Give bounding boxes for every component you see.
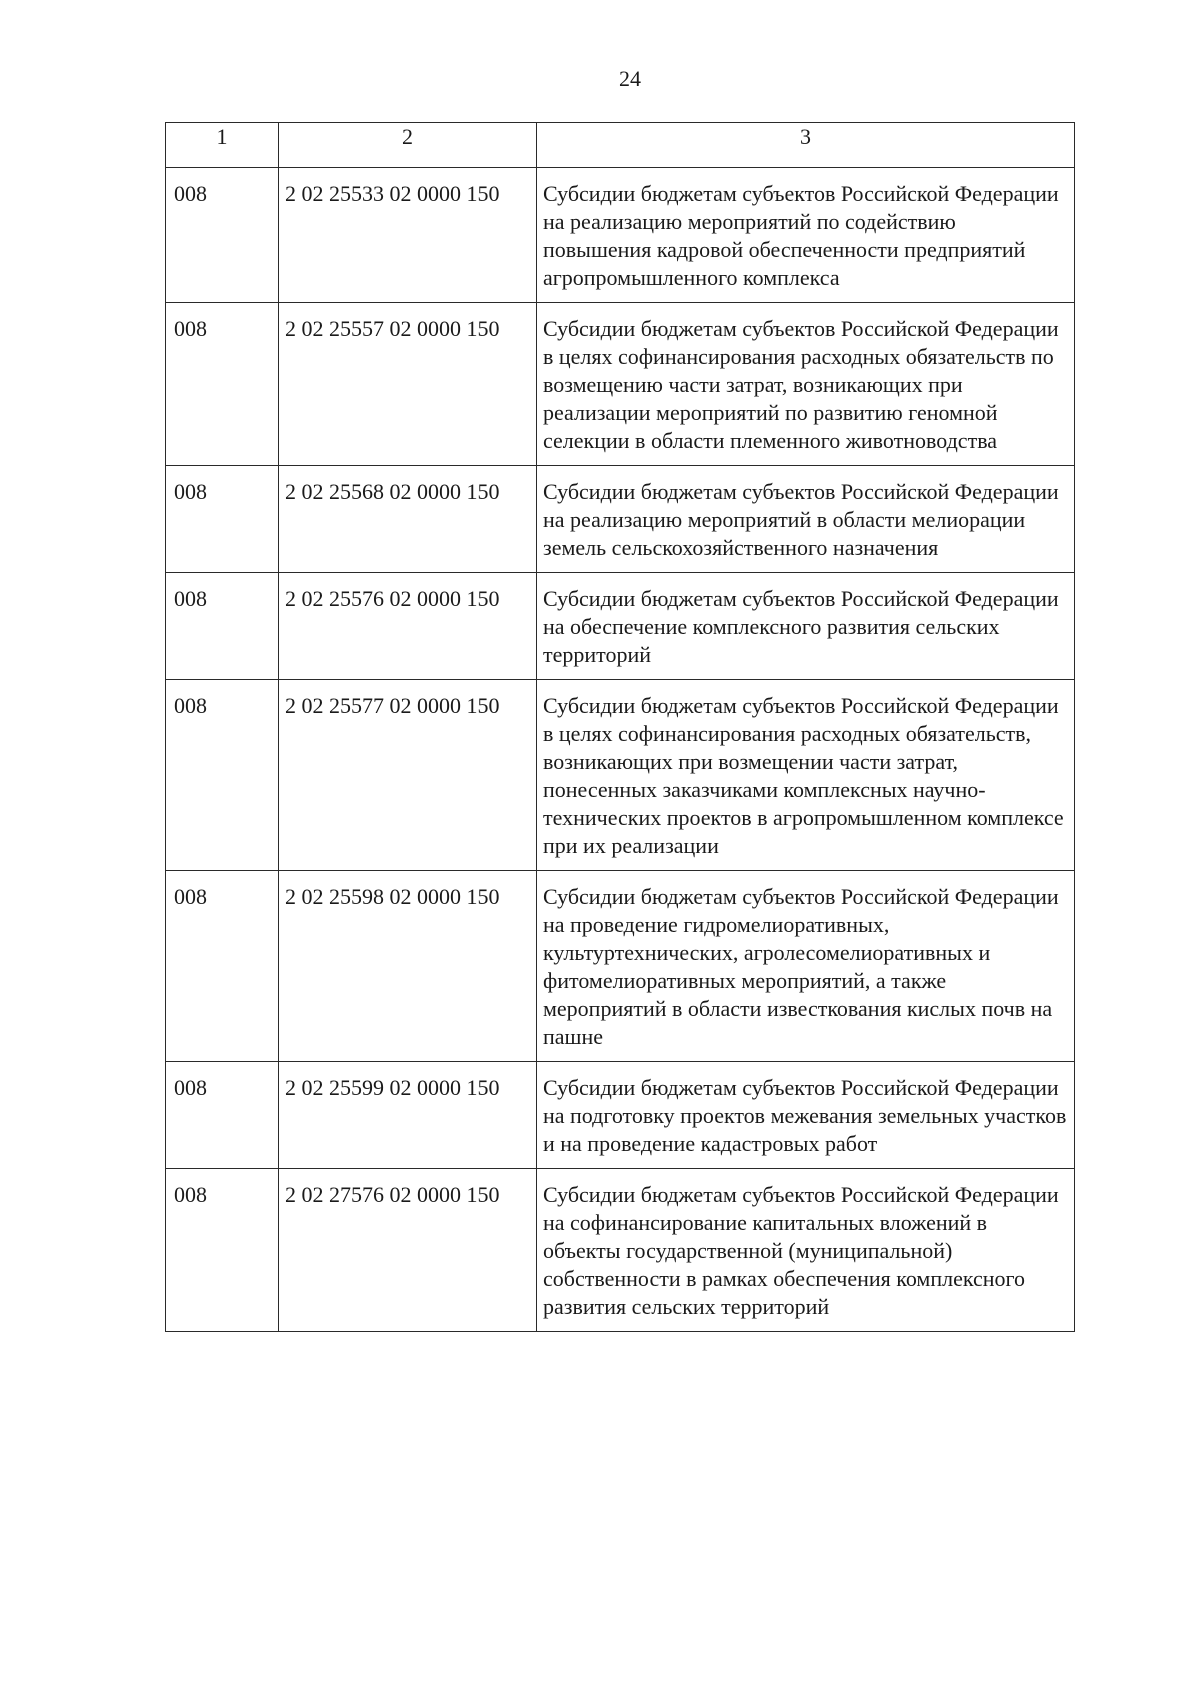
page-number: 24 xyxy=(619,66,641,91)
table-row xyxy=(166,573,1075,680)
admin-code-cell: 008 xyxy=(166,573,279,680)
table-row xyxy=(166,466,1075,573)
description-cell: Субсидии бюджетам субъектов Российской Федерации в целях софинансирования расходных обязательств, возникающих при возмещении части затрат, понесенных заказчиками комплексных научно-технических проектов в агропромышленном комплексе при их реализации xyxy=(537,680,1075,871)
budget-code-cell: 2 02 27576 02 0000 150 xyxy=(279,1169,537,1332)
table-row xyxy=(166,168,1075,303)
description-cell: Субсидии бюджетам субъектов Российской Федерации на подготовку проектов межевания земельных участков и на проведение кадастровых работ xyxy=(537,1062,1075,1169)
budget-code-cell: 2 02 25568 02 0000 150 xyxy=(279,466,537,573)
admin-code-cell: 008 xyxy=(166,871,279,1062)
budget-code-cell: 2 02 25577 02 0000 150 xyxy=(279,680,537,871)
admin-code-cell: 008 xyxy=(166,1062,279,1169)
budget-code-cell: 2 02 25533 02 0000 150 xyxy=(279,168,537,303)
admin-code-cell: 008 xyxy=(166,680,279,871)
description-cell: Субсидии бюджетам субъектов Российской Федерации на обеспечение комплексного развития сельских территорий xyxy=(537,573,1075,680)
description-cell: Субсидии бюджетам субъектов Российской Федерации на софинансирование капитальных вложений в объекты государственной (муниципальной) собственности в рамках обеспечения комплексного развития сельских территорий xyxy=(537,1169,1075,1332)
table-row xyxy=(166,871,1075,1062)
table-row xyxy=(166,1169,1075,1332)
admin-code-cell: 008 xyxy=(166,1169,279,1332)
description-cell: Субсидии бюджетам субъектов Российской Федерации на реализацию мероприятий по содействию повышения кадровой обеспеченности предприятий агропромышленного комплекса xyxy=(537,168,1075,303)
admin-code-cell: 008 xyxy=(166,303,279,466)
description-cell: Субсидии бюджетам субъектов Российской Федерации на реализацию мероприятий в области мелиорации земель сельскохозяйственного назначения xyxy=(537,466,1075,573)
table-row xyxy=(166,303,1075,466)
description-cell: Субсидии бюджетам субъектов Российской Федерации на проведение гидромелиоративных, культуртехнических, агролесомелиоративных и фитомелиоративных мероприятий, а также мероприятий в области известкования кислых почв на пашне xyxy=(537,871,1075,1062)
table-header-row xyxy=(166,123,1075,168)
budget-code-cell: 2 02 25557 02 0000 150 xyxy=(279,303,537,466)
table-row xyxy=(166,1062,1075,1169)
admin-code-cell: 008 xyxy=(166,168,279,303)
admin-code-cell: 008 xyxy=(166,466,279,573)
budget-classification-table xyxy=(165,122,1075,1332)
budget-code-cell: 2 02 25576 02 0000 150 xyxy=(279,573,537,680)
column-header-1: 1 xyxy=(166,123,279,168)
description-cell: Субсидии бюджетам субъектов Российской Федерации в целях софинансирования расходных обязательств по возмещению части затрат, возникающих при реализации мероприятий по развитию геномной селекции в области племенного животноводства xyxy=(537,303,1075,466)
column-header-2: 2 xyxy=(279,123,537,168)
column-header-3: 3 xyxy=(537,123,1075,168)
budget-code-cell: 2 02 25599 02 0000 150 xyxy=(279,1062,537,1169)
budget-code-cell: 2 02 25598 02 0000 150 xyxy=(279,871,537,1062)
table-row xyxy=(166,680,1075,871)
